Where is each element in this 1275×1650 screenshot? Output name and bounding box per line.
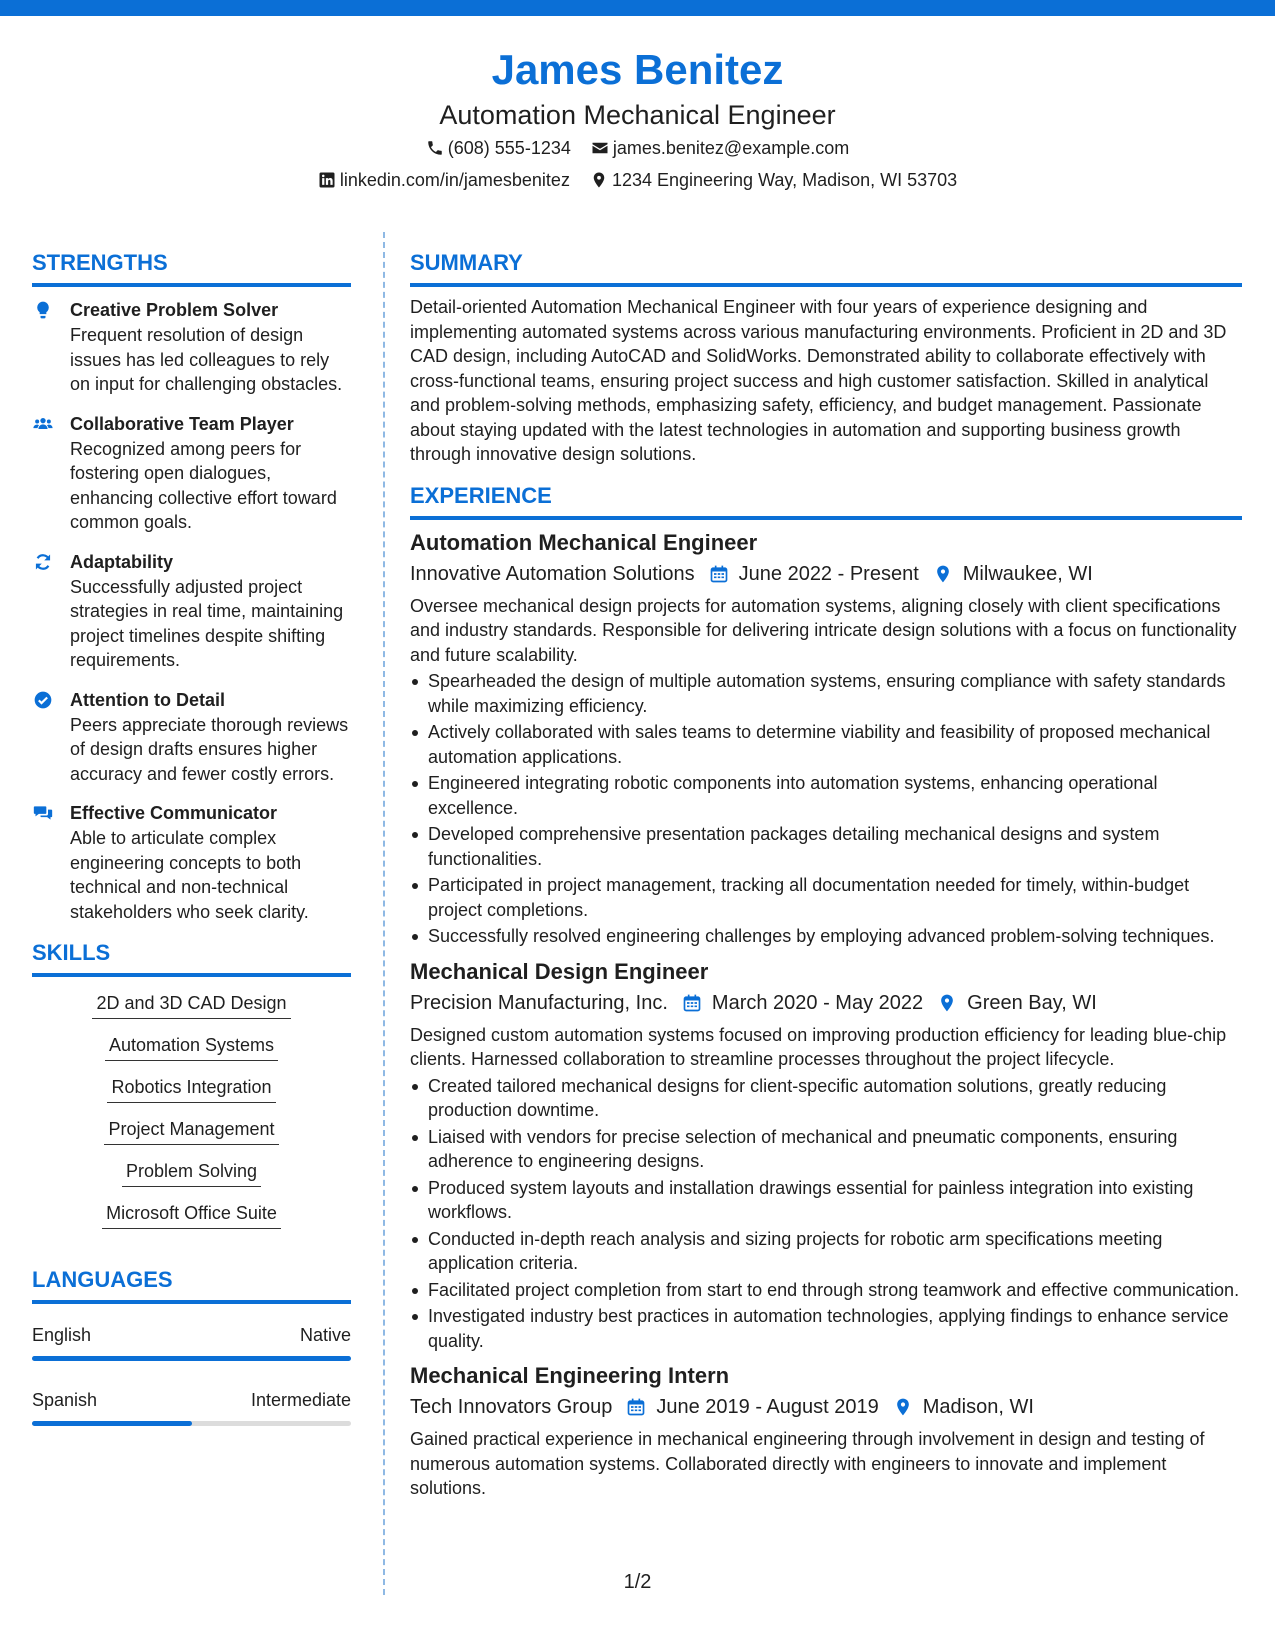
job-meta <box>410 558 1242 590</box>
job-company: Precision Manufacturing, Inc. <box>410 991 668 1014</box>
linkedin-icon <box>318 171 336 189</box>
language-item <box>32 1387 351 1426</box>
skill-item: Problem Solving <box>32 1158 351 1187</box>
languages-heading: LANGUAGES <box>32 1265 351 1304</box>
job-bullet: Created tailored mechanical designs for client-specific automation solutions, greatly reducing production downtime. <box>410 1074 1242 1123</box>
phone-text: (608) 555-1234 <box>447 138 571 158</box>
map-pin-icon <box>937 993 957 1013</box>
strength-desc: Frequent resolution of design issues has led colleagues to rely on input for challenging obstacles. <box>70 325 343 394</box>
skill-item: Project Management <box>32 1116 351 1145</box>
strength-name: Effective Communicator <box>70 803 278 823</box>
job-entry <box>410 957 1242 1354</box>
job-bullet: Produced system layouts and installation drawings essential for painless integration into existing workflows. <box>410 1176 1242 1225</box>
job-bullet: Participated in project management, tracking all documentation needed for timely, within-budget project completions. <box>410 873 1242 922</box>
job-bullet: Actively collaborated with sales teams to determine viability and feasibility of proposed mechanical automation applications. <box>410 720 1242 769</box>
language-level: Intermediate <box>250 1390 351 1410</box>
job-list <box>410 528 1242 1501</box>
lightbulb-icon <box>32 300 54 320</box>
top-accent-bar <box>0 0 1275 16</box>
refresh-icon <box>32 552 54 572</box>
phone-icon <box>426 139 444 157</box>
language-proficiency-bar <box>32 1356 351 1361</box>
left-column <box>32 248 351 1452</box>
comments-icon <box>32 803 54 823</box>
job-location: Madison, WI <box>922 1396 1034 1418</box>
job-dates: June 2022 - Present <box>738 562 919 585</box>
linkedin-contact[interactable] <box>318 164 570 196</box>
email-text: james.benitez@example.com <box>612 138 850 158</box>
job-entry <box>410 528 1242 949</box>
language-name: English <box>32 1325 92 1345</box>
job-bullet: Engineered integrating robotic components into automation systems, enhancing operational excellence. <box>410 771 1242 820</box>
strength-name: Adaptability <box>70 551 174 572</box>
address-text: 1234 Engineering Way, Madison, WI 53703 <box>611 170 958 190</box>
job-description: Gained practical experience in mechanical engineering through involvement in design and testing of numerous automation systems. Collaborated directly with engineers to innovate and implement solutions. <box>410 1429 1205 1498</box>
languages-section <box>32 1265 351 1426</box>
summary-section <box>410 248 1242 467</box>
language-level: Native <box>299 1325 351 1345</box>
language-proficiency-bar <box>32 1421 351 1426</box>
job-bullets <box>410 669 1242 949</box>
strength-item <box>32 297 351 397</box>
skills-heading: SKILLS <box>32 938 351 977</box>
strength-item <box>32 549 351 673</box>
language-name: Spanish <box>32 1390 98 1410</box>
skill-item: Robotics Integration <box>32 1074 351 1103</box>
job-title: Mechanical Engineering Intern <box>410 1363 730 1388</box>
job-location: Milwaukee, WI <box>962 562 1093 585</box>
strength-name: Attention to Detail <box>70 689 225 710</box>
job-bullet: Conducted in-depth reach analysis and sizing projects for robotic arm specifications meeting application criteria. <box>410 1227 1242 1276</box>
job-dates: March 2020 - May 2022 <box>711 991 924 1014</box>
job-company: Innovative Automation Solutions <box>410 562 695 585</box>
job-bullet: Investigated industry best practices in automation technologies, applying findings to enhance service quality. <box>410 1304 1242 1353</box>
strength-desc: Peers appreciate thorough reviews of design drafts ensures higher accuracy and fewer costly errors. <box>70 714 349 784</box>
column-divider <box>383 232 385 1595</box>
job-meta <box>410 987 1242 1019</box>
job-bullet: Spearheaded the design of multiple automation systems, ensuring compliance with safety standards while maximizing efficiency. <box>410 669 1242 718</box>
map-pin-icon <box>893 1397 913 1417</box>
strengths-section <box>32 248 351 924</box>
summary-heading: SUMMARY <box>410 248 1242 287</box>
users-icon <box>32 414 54 434</box>
strengths-heading: STRENGTHS <box>32 248 351 287</box>
skill-item: Automation Systems <box>32 1032 351 1061</box>
job-bullet: Successfully resolved engineering challenges by employing advanced problem-solving techniques. <box>410 924 1242 949</box>
strength-item <box>32 800 351 924</box>
job-title: Mechanical Design Engineer <box>410 958 709 984</box>
skill-item: 2D and 3D CAD Design <box>32 990 351 1019</box>
strength-desc: Able to articulate complex engineering concepts to both technical and non-technical stakeholders who seek clarity. <box>70 828 309 922</box>
experience-heading: EXPERIENCE <box>410 481 1242 520</box>
linkedin-text: linkedin.com/in/jamesbenitez <box>339 170 570 190</box>
candidate-name: James Benitez <box>491 46 784 93</box>
job-dates: June 2019 - August 2019 <box>656 1396 879 1418</box>
language-proficiency-fill <box>32 1356 351 1361</box>
skills-list <box>32 990 351 1229</box>
candidate-title: Automation Mechanical Engineer <box>439 100 836 130</box>
languages-list <box>32 1322 351 1426</box>
address-contact <box>590 164 957 196</box>
skill-item: Microsoft Office Suite <box>32 1200 351 1229</box>
job-description: Designed custom automation systems focused on improving production efficiency for leading blue-chip clients. Harnessed collaboration to streamline processes throughout the project lifecycle. <box>410 1024 1227 1069</box>
job-location: Green Bay, WI <box>967 991 1097 1014</box>
resume-header <box>0 42 1275 196</box>
envelope-icon <box>591 139 609 157</box>
right-column <box>410 248 1242 1501</box>
strength-item <box>32 687 351 787</box>
job-bullet: Developed comprehensive presentation packages detailing mechanical designs and system functionalities. <box>410 822 1242 871</box>
job-title: Automation Mechanical Engineer <box>410 529 758 555</box>
contact-line-2 <box>0 164 1275 196</box>
language-proficiency-fill <box>32 1421 192 1426</box>
map-pin-icon <box>933 564 953 584</box>
map-pin-icon <box>590 171 608 189</box>
language-item <box>32 1322 351 1361</box>
strengths-list <box>32 297 351 924</box>
experience-section <box>410 481 1242 1501</box>
strength-desc: Recognized among peers for fostering open dialogues, enhancing collective effort toward common goals. <box>70 438 337 532</box>
summary-text: Detail-oriented Automation Mechanical Engineer with four years of experience designing and implementing automated systems across various manufacturing environments. Proficient in 2D and 3D CAD design, including AutoCAD and SolidWorks. Demonstrated ability to collaborate effectively with cross-functional teams, ensuring project success and high customer satisfaction. Skilled in analytical and problem-solving methods, emphasizing safety, efficiency, and budget management. Passionate about staying updated with the latest technologies in automation and supporting business growth through innovative design solutions. <box>410 297 1227 464</box>
page-number: 1/2 <box>623 1571 652 1593</box>
strength-desc: Successfully adjusted project strategies in real time, maintaining project timelines despite shifting requirements. <box>70 576 344 670</box>
job-meta <box>410 1391 1242 1423</box>
email-contact[interactable] <box>591 132 849 164</box>
job-description: Oversee mechanical design projects for automation systems, aligning closely with client specifications and industry standards. Responsible for delivering intricate design solutions with a focus on functionality and future scalability. <box>410 595 1237 665</box>
strength-name: Creative Problem Solver <box>70 300 279 320</box>
job-bullets <box>410 1074 1242 1354</box>
job-bullet: Liaised with vendors for precise selection of mechanical and pneumatic components, ensuring adherence to engineering designs. <box>410 1125 1242 1174</box>
job-company: Tech Innovators Group <box>410 1396 613 1418</box>
job-bullet: Facilitated project completion from start to end through strong teamwork and effective communication. <box>410 1278 1242 1303</box>
calendar-icon <box>709 564 729 584</box>
calendar-icon <box>626 1397 646 1417</box>
strength-name: Collaborative Team Player <box>70 413 294 434</box>
skills-section <box>32 938 351 1229</box>
calendar-icon <box>682 993 702 1013</box>
contact-line-1 <box>0 132 1275 164</box>
job-entry <box>410 1361 1242 1501</box>
check-circle-icon <box>32 690 54 710</box>
strength-item <box>32 411 351 535</box>
phone-contact[interactable] <box>426 132 571 164</box>
